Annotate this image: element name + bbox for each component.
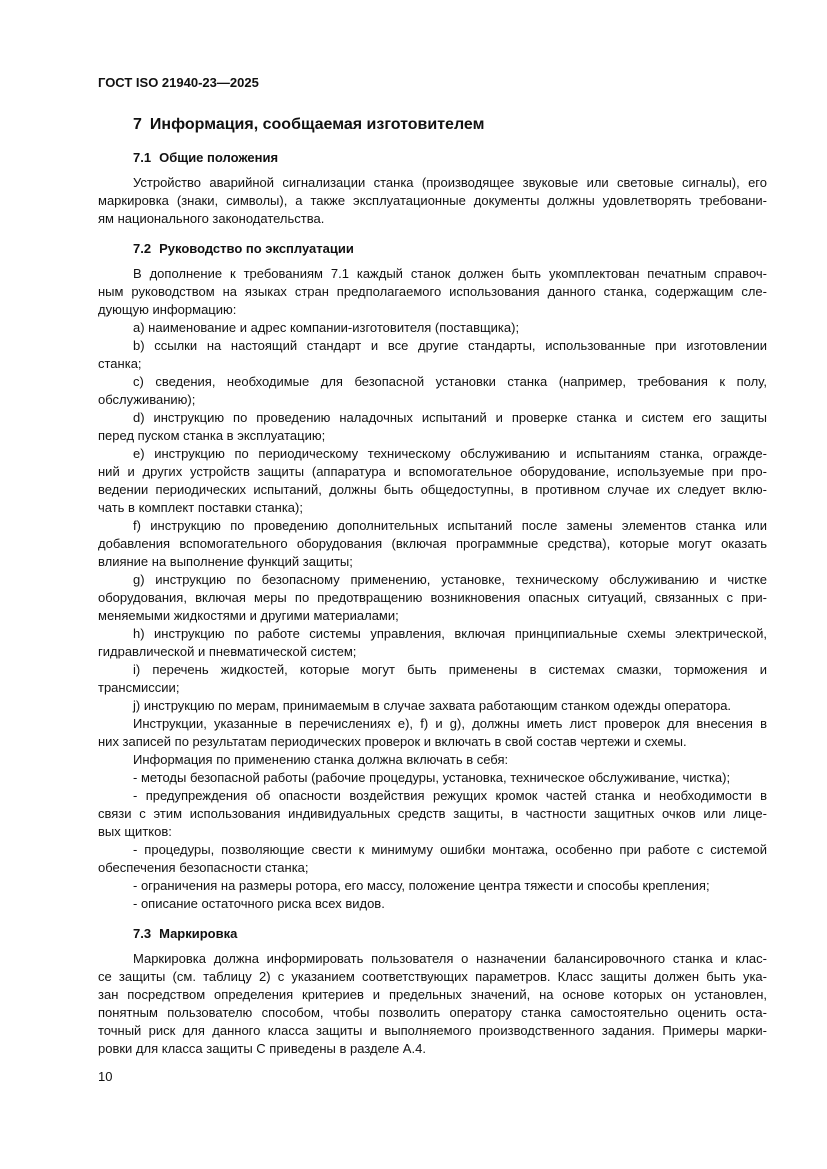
paragraph [98, 751, 767, 769]
paragraph [98, 877, 767, 895]
paragraph [98, 174, 767, 228]
text-line: c) сведения, необходимые для безопасной установки станка (например, требования к полу, [133, 374, 767, 389]
section-number: 7 [133, 116, 142, 133]
text-line: Устройство аварийной сигнализации станка (производящее звуковые или световые сигналы), его [133, 175, 767, 190]
paragraph [98, 769, 767, 787]
text-line: трансмиссии; [98, 680, 180, 695]
text-line: гидравлической и пневматической систем; [98, 644, 357, 659]
text-line: се защиты (см. таблицу 2) с указанием соответствующих параметров. Класс защиты должен быть ука- [98, 969, 767, 984]
paragraph [98, 445, 767, 517]
text-line: - методы безопасной работы (рабочие процедуры, установка, техническое обслуживание, чистка); [133, 770, 731, 785]
text-line: ведении периодических испытаний, должны быть общедоступны, в противном случае их следует вклю- [98, 482, 767, 497]
paragraph [98, 697, 767, 715]
text-line: h) инструкцию по работе системы управления, включая принципиальные схемы электрической, [133, 626, 767, 641]
text-line: - предупреждения об опасности воздействия режущих кромок частей станка и необходимости в [133, 788, 767, 803]
subsection-heading [133, 925, 767, 943]
text-line: связи с этим использования индивидуальных средств защиты, в частности защитных очков или лице- [98, 806, 767, 821]
paragraph [98, 841, 767, 877]
subsection-number: 7.1 [133, 150, 152, 165]
document-header: ГОСТ ISO 21940-23—2025 [98, 75, 259, 90]
text-line: e) инструкцию по периодическому техническому обслуживанию и испытаниям станка, огражде- [133, 446, 767, 461]
text-line: точный риск для данного класса защиты и выполняемого производственного задания. Примеры марки- [98, 1023, 767, 1038]
text-line: Информация по применению станка должна включать в себя: [133, 752, 509, 767]
paragraph [98, 319, 767, 337]
text-line: оборудования, включая меры по предотвращению возникновения опасных ситуаций, связанных с при- [98, 590, 767, 605]
text-line: обслуживанию); [98, 392, 196, 407]
text-line: обеспечения безопасности станка; [98, 860, 309, 875]
text-line: меняемыми жидкостями и другими материалами; [98, 608, 399, 623]
subsection-heading [133, 240, 767, 258]
subsection-title: Общие положения [159, 150, 279, 165]
subsection-7-3 [98, 925, 767, 1058]
subsection-title: Маркировка [159, 926, 238, 941]
subsection-title: Руководство по эксплуатации [159, 241, 354, 256]
subsection-7-1 [98, 149, 767, 228]
text-line: влияние на выполнение функций защиты; [98, 554, 353, 569]
paragraph [98, 715, 767, 751]
paragraph [98, 409, 767, 445]
text-line: Маркировка должна информировать пользователя о назначении балансировочного станка и клас- [133, 951, 767, 966]
paragraph [98, 571, 767, 625]
text-line: понятным пользователю способом, чтобы позволить оператору станка самостоятельно оценить оста- [98, 1005, 767, 1020]
text-line: - процедуры, позволяющие свести к минимуму ошибки монтажа, особенно при работе с системой [133, 842, 767, 857]
text-line: b) ссылки на настоящий стандарт и все другие стандарты, использованные при изготовлении [133, 338, 767, 353]
subsection-number: 7.3 [133, 926, 152, 941]
text-line: f) инструкцию по проведению дополнительных испытаний после замены элементов станка или [133, 518, 767, 533]
page-number: 10 [98, 1069, 113, 1084]
paragraph [98, 950, 767, 1058]
text-line: ным руководством на языках стран предполагаемого использования данного станка, содержащим сле- [98, 284, 767, 299]
subsections-container [98, 149, 767, 1058]
paragraph [98, 895, 767, 913]
text-line: вых щитков: [98, 824, 172, 839]
text-line: ям национального законодательства. [98, 211, 325, 226]
text-line: - описание остаточного риска всех видов. [133, 896, 385, 911]
subsection-body [98, 174, 767, 228]
subsection-body [98, 950, 767, 1058]
paragraph [98, 625, 767, 661]
text-line: добавления вспомогательного оборудования (включая программные средства), которые могут оказать [98, 536, 767, 551]
text-line: дующую информацию: [98, 302, 237, 317]
text-line: ний и других устройств защиты (аппаратура и вспомогательное оборудование, используемые при про- [98, 464, 767, 479]
text-line: d) инструкцию по проведению наладочных испытаний и проверке станка и систем его защиты [133, 410, 767, 425]
text-line: Инструкции, указанные в перечислениях е), f) и g), должны иметь лист проверок для внесения в [133, 716, 767, 731]
text-line: перед пуском станка в эксплуатацию; [98, 428, 326, 443]
section-title [133, 115, 767, 135]
text-line: g) инструкцию по безопасному применению, установке, техническому обслуживанию и чистке [133, 572, 767, 587]
subsection-7-2 [98, 240, 767, 913]
text-line: - ограничения на размеры ротора, его массу, положение центра тяжести и способы крепления; [133, 878, 710, 893]
paragraph [98, 373, 767, 409]
subsection-heading [133, 149, 767, 167]
paragraph [98, 265, 767, 319]
text-line: ровки для класса защиты С приведены в разделе А.4. [98, 1041, 426, 1056]
subsection-number: 7.2 [133, 241, 152, 256]
text-line: j) инструкцию по мерам, принимаемым в случае захвата работающим станком одежды оператора. [133, 698, 732, 713]
paragraph [98, 661, 767, 697]
paragraph [98, 337, 767, 373]
text-line: чать в комплект поставки станка); [98, 500, 303, 515]
text-line: В дополнение к требованиям 7.1 каждый станок должен быть укомплектован печатным справоч- [133, 266, 767, 281]
text-line: маркировка (знаки, символы), а также эксплуатационные документы должны удовлетворять требовани- [98, 193, 767, 208]
text-line: i) перечень жидкостей, которые могут быть применены в системах смазки, торможения и [133, 662, 767, 677]
paragraph [98, 787, 767, 841]
paragraph [98, 517, 767, 571]
section-title-text: Информация, сообщаемая изготовителем [149, 116, 485, 133]
text-line: a) наименование и адрес компании-изготовителя (поставщика); [133, 320, 520, 335]
page-content [98, 0, 767, 1086]
text-line: станка; [98, 356, 142, 371]
text-line: них записей по результатам периодических проверок и включать в свой состав чертежи и схемы. [98, 734, 687, 749]
subsection-body [98, 265, 767, 913]
text-line: зан посредством определения критериев и предельных значений, на основе которых он установлен, [98, 987, 767, 1002]
